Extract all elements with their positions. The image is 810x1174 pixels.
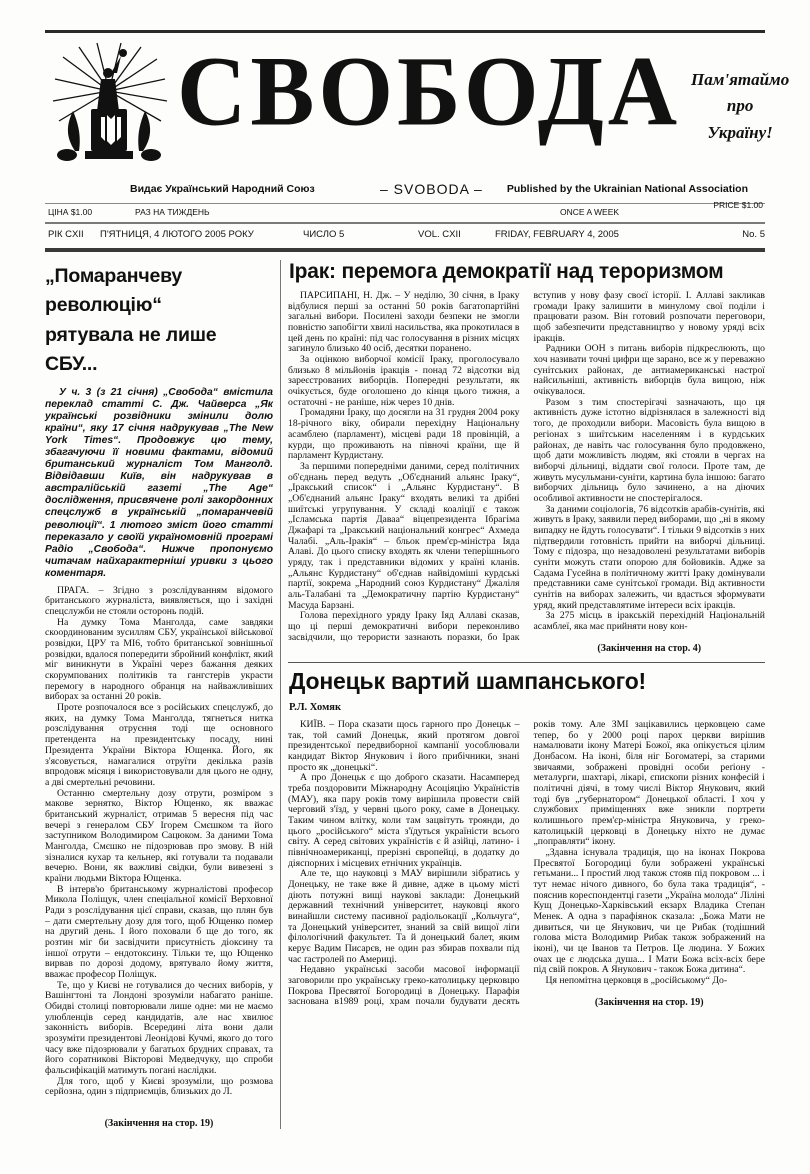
paragraph: Ця непомітна церковця в „російському“ До- (545, 975, 728, 987)
top-rule (45, 30, 765, 33)
slogan-line: Україну! (707, 122, 773, 142)
paragraph: „Здавна існувала традиція, що на іконах Покрова Пресвятої Богородиці були зображені українські гетьмани... І простий люд також стояв під покровом ... і тут немає нічого дивного, бо була така традиція“, - пояснив кореспондентці газети „Україна молода“ Ліліні Кущ Донецько-Харківський екзарх Владика Степан Менек. А одна з парафіянок сказала: „Божа Мати не дивиться, чи це Янукович, чи це Рибак (тодішний голова міста Володимир Рибак також зображений на іконі), чи це Іванов та Петров. Це людина. У Божих очах це є людська душа... І Мати Божа всіх-всіх бере під свій покров. А Янукович - також Божа дитина“. (533, 846, 765, 976)
headline-line: „Помаранчеву революцію“ (45, 265, 183, 317)
paragraph: Разом з тим спостерігачі зазначають, що ця активність дуже істотно відрізнялася в залежності від того, де проходили вибори. Масовість була вищою в регіонах з шиїтським населенням і в курдських районах, де навіть час голосування було продовжено, щоб дати можливість людям, які стояли в чергах на виборчі дільниці, віддати свої голоси. Проте там, де живуть мусульмани-суніти, картина була іншою: багато виборчих дільниць було зачинено, а на діючих особливої активности не спостерігалося. (533, 396, 765, 504)
publisher-row (45, 183, 765, 199)
date-ukrainian: П'ЯТНИЦЯ, 4 ЛЮТОГО 2005 РОКУ (100, 229, 254, 240)
article-iraq-elections (288, 260, 765, 654)
paragraph: А про Донецьк є що доброго сказати. Насамперед треба поздоровити Міжнародну Асоціяцію Україністів (МАУ), яка пару років тому вирішила провести свій черговий з'їзд, у червні цього року, саме в Донецьку. Таким чином влітку, коли там зацвітуть троянди, до цього „російського“ міста з'їдуться україністи всього світу. А серед світових україністів є й азійці, латино- і північноамериканці, прерізні європейці, в додатку до діяспорних і місцевих етнічних українців. (288, 772, 520, 869)
article-headline (45, 262, 273, 379)
continued-on-page-note: (Закінчення на стор. 4) (597, 642, 702, 654)
article-columns (288, 291, 765, 654)
right-column-section (281, 260, 765, 1129)
slogan-line: Пам'ятаймо (691, 70, 790, 89)
paragraph: ПРАГА. – Згідно з розслідуванням відомого британського журналіста, виявляється, що і західні спецслужби не стояли осторонь подій. (45, 584, 273, 618)
price-ukrainian: ЦІНА $1.00 (48, 207, 93, 217)
statue-of-liberty-emblem-icon (45, 39, 177, 175)
paragraph: В інтерв'ю британському журналістові професор Микола Поліщук, член спеціальної комісії Верховної Ради з розслідування цієї справи, сказав, що плян був – дати смертельну дозу для того, щоб Ющенко помер на другий день. І його поховали б ще до того, як розтин міг би засвідчити присутність діоксину та іншої отрути – ендотоксину. Тільки те, що Ющенко вирвав по дорозі додому, врятувало йому життя, вважає професор Поліщук. (45, 883, 273, 980)
paragraph: За 275 місць в іракській перехідній Національній асамблеї, яка має прийняти нову кон- (533, 610, 765, 632)
slogan-line: про (726, 96, 754, 116)
article-orange-revolution (45, 260, 281, 1129)
continued-on-page-note: (Закінчення на стор. 19) (104, 1118, 214, 1129)
article-headline: Донецьк вартий шампанського! (289, 667, 647, 694)
article-body (45, 586, 273, 1098)
newspaper-title: СВОБОДА (177, 34, 682, 147)
masthead (45, 34, 790, 181)
price-frequency-row (45, 200, 765, 222)
headline-line: рятувала не лише СБУ... (45, 323, 217, 375)
article-separator-rule (288, 662, 765, 663)
date-english: FRIDAY, FEBRUARY 4, 2005 (495, 229, 619, 240)
paragraph: Останню смертельну дозу отрути, розміром з макове зернятко, Віктор Ющенко, як вважає британський журналіст, отримав 5 вересня під час вечері з генералом СБУ Ігорем Смєшком та його заступником Володимиром Сацюком. За даними Тома Манголда, Смєшко не підозрював про змову. В ній зізналися кухар та кельнер, які готували та подавали вечерю. Вони, як важливі свідки, були вивезені з країни людьми Віктора Ющенка. (45, 787, 273, 884)
paragraph: Голова перехідного уряду Іраку Іяд Аллаві сказав, що ці перші демократичні вибори переконливо засвідчили, що терористи зазнають поразки, бо Ірак вступив у нову фазу своєї історії. І. Аллаві закликав громади Іраку залишити в минулому свої поділи і працювати разом. Він готовий розпочати переговори, щоб забезпечити представництво у новому уряді всіх іракців. (288, 290, 765, 643)
paragraph: Радники ООН з питань виборів підкреслюють, що хоч називати точні цифри ще зарано, все ж у переважно сунітських районах, де антиамериканські настрої найсильніші, активність виборців була вищою, ніж очікувалося. (533, 343, 765, 398)
publisher-english: Published by the Ukrainian National Association (506, 183, 748, 195)
article-body (288, 720, 765, 1008)
issue-english: No. 5 (742, 229, 765, 240)
paragraph: Проте розпочалося все з російських спецслужб, до яких, на думку Тома Манголда, тягнеться нитка розслідування отруєння тоді ще основного претендента на президентську посаду, нині Президента України Віктора Ющенка. Його, як з'ясовується, намагалися отруїти декілька разів впродовж місяця і використовували для цього не одну, а дві смертельні речовини. (45, 702, 273, 788)
publisher-transliteration: – SVOBODA – (380, 181, 483, 197)
byline: Р.Л. Хомяк (289, 701, 341, 713)
paragraph: За даними соціологів, 76 відсотків арабів-сунітів, які живуть в Іраку, заявили перед виборами, що „ні в якому випадку не йдуть голосувати“. І тільки 9 відсотків з них підтвердили готовність прийти на виборчі дільниці. Тому є підозра, що незадоволені результатами виборів суніти можуть стати опорою для бойовиків. Адже за Садама Гусейна в політичному житті Іраку домінували представники саме сунітської громади. Від активности сунітів на виборах залежить, чи вдасться зформувати уряд, який представлятиме інтереси всіх іракців. (533, 503, 765, 611)
paragraph: Недавно українські засоби масової інформації заговорили про українську греко-католицьку церковцю Покрова Пресвятої Богородиці в Донецьку. Парафія заснована в1989 році, храм почали будувати десять років тому. Але ЗМІ зацікавились церковцею саме тепер, бо у 2000 році парох церкви вирішив намалювати ікону Матері Божої, яка опікується цілим Донбасом. На іконі, біля ніг Богоматері, за старими звичаями, зображені провідні особи реґіону - металурги, шахтарі, лікарі, єпископи різних конфесій і політичні діячі, в тому числі Віктор Янукович, який тоді був „губернатором“ Донецької області. І хоч у службових приміщеннях вже зникли портрети колишнього прем'єр-міністра Януковича, у греко-католицькій церковці в Донецьку ніхто не думає „поправляти“ ікону. (288, 718, 765, 1008)
paragraph: Громадяни Іраку, що досягли на 31 грудня 2004 року 18-річного віку, обирали перехідну Національну асамблею (парламент), місцеві ради 18 провінцій, а курди, що проживають на півночі країни, ще й парламент Курдистану. (288, 407, 520, 462)
paragraph: За оцінкою виборчої комісії Іраку, проголосувало близько 8 мільйонів іракців - понад 72 відсотки від зареєстрованих виборців. Попередні результати, як очікується, буде оголошено до кінця цього тижня, а остаточні - не раніше, ніж через 10 днів. (288, 354, 520, 408)
dateline-row (45, 224, 765, 248)
article-headline: Ірак: перемога демократії над тероризмом (289, 260, 724, 283)
front-page-content (45, 260, 765, 1129)
paragraph: КИЇВ. – Пора сказати щось гарного про Донецьк – так, той самий Донецьк, який протягом довгої президентської передвиборної кампанії уособлювали кандидат Віктор Янукович і його прибічники, знані просто як „донецькі“. (288, 718, 520, 773)
article-columns (288, 720, 765, 1008)
frequency-ukrainian: РАЗ НА ТИЖДЕНЬ (135, 207, 210, 217)
publisher-ukrainian: Видає Український Народний Союз (130, 183, 315, 195)
paragraph: Для того, щоб у Києві зрозуміли, що розмова серйозна, один з підприємців, близьких до Л. (45, 1075, 273, 1098)
masthead-bottom-rule (45, 248, 765, 252)
volume-ukrainian: РІК CXII (48, 229, 84, 240)
paragraph: За першими попередніми даними, серед політичних об'єднань перед ведуть „Об'єднаний альянс Іраку“, „Іракський список“ і „Альянс Курдистану“. В „Об'єднаний альянс Іраку“ входять великі та дрібні шиїтські угрупування. У складі коаліції є також „Ісламська партія Даваа“ віцепрезидента Ібрагіма Джафарі та „Іракський національний конгрес“ Ахмеда Чалабі. „Аль-Іракія“ – бльок прем'єр-міністра Іяда Алаві. До цього списку входять як члени теперішнього уряду, так і представники відомих у країні кланів. „Альянс Курдистану“ об'єднав найвідоміші курдські партії, зокрема „Народний союз Курдистану“ Джаліля аль-Талабані та „Демократичну партію Курдистану“ Масуда Барзані. (288, 460, 520, 611)
paragraph: Те, що у Києві не готувалися до чесних виборів, у Вашінгтоні та Лондоні зрозуміли набагато раніше. Обидві столиці повторювали лише одне: ми не маємо улюбленців серед кандидатів, але нас хвилює законність виборів. Всередині літа вони дали зрозуміти президентові Леонідові Кучмі, якого до того часу вже підозрювали у багатьох брудних справах, та його соратникові Вікторові Медведчуку, що спроби фальсифікацій матимуть погані наслідки. (45, 979, 273, 1076)
article-body (288, 291, 765, 654)
frequency-english: ONCE A WEEK (560, 207, 620, 217)
paragraph: Але те, що науковці з МАУ вирішили зібратись у Донецьку, не таке вже й дивне, адже в цьому місті діють потужні вищі наукові заклади: Донецький державний технічний університет, науковці якого винайшли систему пасивної радіольокації „Кольчуга“, та Донецький університет, знаний за свій вищої ліґи філологічний факультет. Та й донецький балет, яким керує Вадим Писарєв, не один раз збирав похвали під час ґастролей по Америці. (288, 868, 520, 965)
issue-ukrainian: ЧИСЛО 5 (303, 229, 345, 240)
price-english: PRICE $1.00 (713, 200, 763, 210)
article-lede: У ч. 3 (з 21 січня) „Свобода“ вмістила переклад статті С. Дж. Чайверса „Як українські розвідники змінили долю країни“, яку 17 січня надрукував „The New York Times“. Продовжує цю тему, збагачуючи її новими фактами, відомий британський журналіст Том Манголд. Відвідавши Київ, він надрукував в австралійській газеті „The Age“ дослідження, присвячене ролі закордонних спецслужб в українській „помаранчевій революції“. 1 лютого зміст його статті переказало у своїй україномовній програмі Радіо „Свобода“. Нижче пропонуємо читачам найхарактерніші уривки з цього коментаря. (45, 387, 273, 579)
paragraph: ПАРСИПАНІ, Н. Дж. – У неділю, 30 січня, в Іраку відбулися перші за останні 50 років багатопартійні загальні вибори. Посилені заходи безпеки не змогли повністю запобігти хвилі насильства, яка прокотилася в цей день по країні: під час голосування в різних місцях загинуло близько 40 осіб, десятки поранено. (288, 290, 520, 355)
continued-on-page-note: (Закінчення на стор. 19) (594, 996, 704, 1008)
article-donetsk-champagne (288, 669, 765, 1008)
volume-english: VOL. CXII (418, 229, 461, 240)
masthead-slogan (681, 67, 799, 146)
paragraph: На думку Тома Манголда, саме завдяки скоординованим зусиллям СБУ, української військової розвідки, ЦРУ та МІ6, тобто британської зовнішньої розвідки, вдалося попередити збройний конфлікт, який міг виникнути в Україні через бажання деяких скорумпованих політиків та гангстерів украсти перемогу в народного обранця на найважливіших виборах за останні 20 років. (45, 616, 273, 703)
